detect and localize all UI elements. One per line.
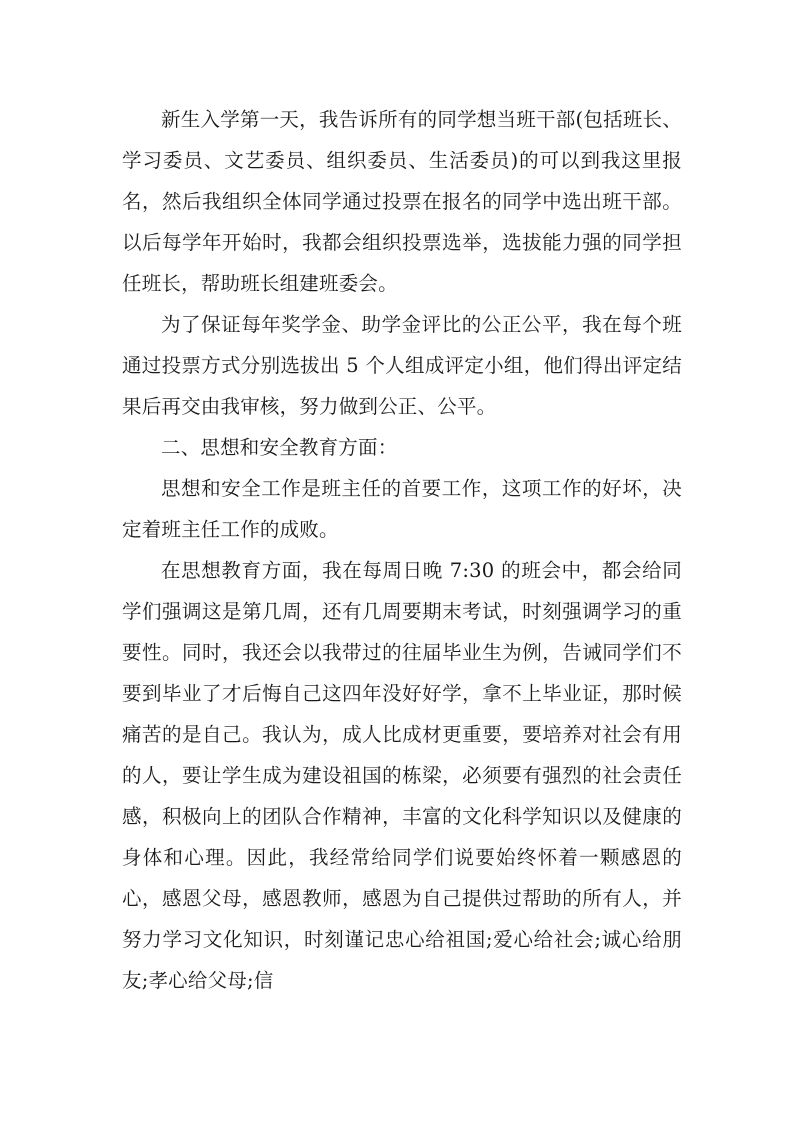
- section-heading-ideological-safety-education: 二、思想和安全教育方面：: [161, 436, 398, 459]
- document-body: [122, 99, 682, 1001]
- paragraph-scholarship-evaluation: 为了保证每年奖学金、助学金评比的公正公平，我在每个班通过投票方式分别选拔出 5 个人组成评定小组，他们得出评定结果后再交由我审核，努力做到公正、公平。: [122, 313, 682, 418]
- paragraph-class-committee-election: 新生入学第一天，我告诉所有的同学想当班干部(包括班长、学习委员、文艺委员、组织委员、生活委员)的可以到我这里报名，然后我组织全体同学通过投票在报名的同学中选出班干部。以后每学年开始时，我都会组织投票选举，选拔能力强的同学担任班长，帮助班长组建班委会。: [122, 108, 682, 295]
- paragraph-ideological-education: 在思想教育方面，我在每周日晚 7:30 的班会中，都会给同学们强调这是第几周，还有几周要期末考试，时刻强调学习的重要性。同时，我还会以我带过的往届毕业生为例，告诫同学们不要到毕业了才后悔自己这四年没好好学，拿不上毕业证，那时候痛苦的是自己。我认为，成人比成材更重要，要培养对社会有用的人，要让学生成为建设祖国的栋梁，必须要有强烈的社会责任感，积极向上的团队合作精神，丰富的文化科学知识以及健康的身体和心理。因此，我经常给同学们说要始终怀着一颗感恩的心，感恩父母，感恩教师，感恩为自己提供过帮助的所有人，并努力学习文化知识，时刻谨记忠心给祖国;爱心给社会;诚心给朋友;孝心给父母;信: [122, 559, 682, 992]
- paragraph-ideological-safety-importance: 思想和安全工作是班主任的首要工作，这项工作的好坏，决定着班主任工作的成败。: [122, 477, 682, 541]
